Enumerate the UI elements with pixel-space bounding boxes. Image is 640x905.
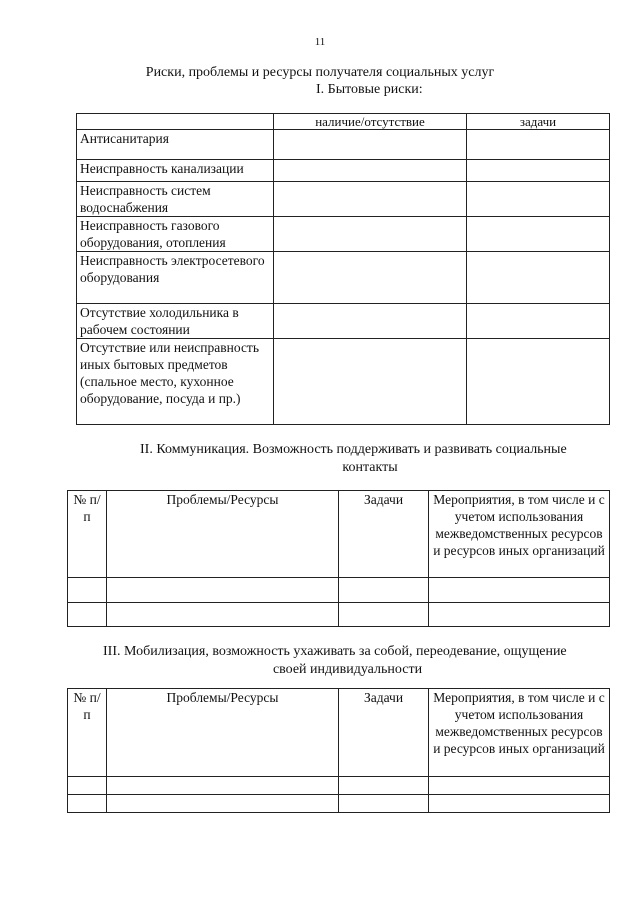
table-row bbox=[77, 182, 610, 217]
header-cell-tasks: Задачи bbox=[339, 491, 429, 578]
table-row bbox=[68, 603, 610, 627]
section1-heading: I. Бытовые риски: bbox=[316, 82, 423, 97]
tasks-cell[interactable] bbox=[339, 795, 429, 813]
section3-heading-line1: III. Мобилизация, возможность ухаживать за собой, переодевание, ощущение bbox=[103, 644, 567, 659]
presence-cell[interactable] bbox=[274, 217, 467, 252]
tasks-cell[interactable] bbox=[339, 578, 429, 603]
communication-table bbox=[67, 490, 610, 627]
risk-label: Антисанитария bbox=[77, 130, 274, 160]
household-risks-table bbox=[76, 113, 610, 425]
tasks-cell[interactable] bbox=[467, 339, 610, 425]
tasks-cell[interactable] bbox=[467, 160, 610, 182]
header-cell-number: № п/п bbox=[68, 689, 107, 777]
header-cell-number: № п/п bbox=[68, 491, 107, 578]
table-row bbox=[77, 252, 610, 304]
table-row bbox=[68, 795, 610, 813]
section2-heading-line1: II. Коммуникация. Возможность поддерживать и развивать социальные bbox=[140, 442, 567, 457]
problems-cell[interactable] bbox=[107, 578, 339, 603]
section3-heading-line2: своей индивидуальности bbox=[272, 662, 423, 677]
risk-label: Неисправность систем водоснабжения bbox=[77, 182, 274, 217]
table-row bbox=[77, 130, 610, 160]
risk-label: Неисправность газового оборудования, отопления bbox=[77, 217, 274, 252]
number-cell[interactable] bbox=[68, 777, 107, 795]
presence-cell[interactable] bbox=[274, 130, 467, 160]
section3-heading bbox=[0, 643, 640, 679]
header-cell bbox=[77, 114, 274, 130]
header-cell-tasks: Задачи bbox=[339, 689, 429, 777]
document-title: Риски, проблемы и ресурсы получателя социальных услуг bbox=[145, 65, 495, 80]
number-cell[interactable] bbox=[68, 603, 107, 627]
risk-label: Неисправность канализации bbox=[77, 160, 274, 182]
tasks-cell[interactable] bbox=[467, 217, 610, 252]
presence-cell[interactable] bbox=[274, 160, 467, 182]
number-cell[interactable] bbox=[68, 795, 107, 813]
table-row bbox=[77, 217, 610, 252]
mobilization-table bbox=[67, 688, 610, 813]
header-cell-activities: Мероприятия, в том числе и с учетом использования межведомственных ресурсов и ресурсов иных организаций bbox=[429, 491, 610, 578]
risk-label: Отсутствие холодильника в рабочем состоянии bbox=[77, 304, 274, 339]
page-number: 11 bbox=[314, 36, 326, 48]
risk-label: Неисправность электросетевого оборудования bbox=[77, 252, 274, 304]
table-row bbox=[77, 304, 610, 339]
activities-cell[interactable] bbox=[429, 777, 610, 795]
tasks-cell[interactable] bbox=[467, 252, 610, 304]
table-row bbox=[68, 578, 610, 603]
header-cell: задачи bbox=[467, 114, 610, 130]
table-row bbox=[77, 160, 610, 182]
problems-cell[interactable] bbox=[107, 795, 339, 813]
problems-cell[interactable] bbox=[107, 777, 339, 795]
tasks-cell[interactable] bbox=[467, 182, 610, 217]
activities-cell[interactable] bbox=[429, 578, 610, 603]
tasks-cell[interactable] bbox=[339, 777, 429, 795]
section2-heading bbox=[0, 441, 640, 477]
tasks-cell[interactable] bbox=[467, 130, 610, 160]
presence-cell[interactable] bbox=[274, 182, 467, 217]
activities-cell[interactable] bbox=[429, 795, 610, 813]
section2-heading-line2: контакты bbox=[342, 460, 398, 475]
table-header-row bbox=[68, 491, 610, 578]
risk-label: Отсутствие или неисправность иных бытовых предметов (спальное место, кухонное оборудование, посуда и пр.) bbox=[77, 339, 274, 425]
table-header-row bbox=[68, 689, 610, 777]
table-row bbox=[77, 339, 610, 425]
activities-cell[interactable] bbox=[429, 603, 610, 627]
table-row bbox=[68, 777, 610, 795]
header-cell-problems: Проблемы/Ресурсы bbox=[107, 689, 339, 777]
header-cell-problems: Проблемы/Ресурсы bbox=[107, 491, 339, 578]
table-header-row bbox=[77, 114, 610, 130]
header-cell: наличие/отсутствие bbox=[274, 114, 467, 130]
tasks-cell[interactable] bbox=[467, 304, 610, 339]
presence-cell[interactable] bbox=[274, 339, 467, 425]
tasks-cell[interactable] bbox=[339, 603, 429, 627]
number-cell[interactable] bbox=[68, 578, 107, 603]
header-cell-activities: Мероприятия, в том числе и с учетом использования межведомственных ресурсов и ресурсов иных организаций bbox=[429, 689, 610, 777]
presence-cell[interactable] bbox=[274, 304, 467, 339]
problems-cell[interactable] bbox=[107, 603, 339, 627]
presence-cell[interactable] bbox=[274, 252, 467, 304]
